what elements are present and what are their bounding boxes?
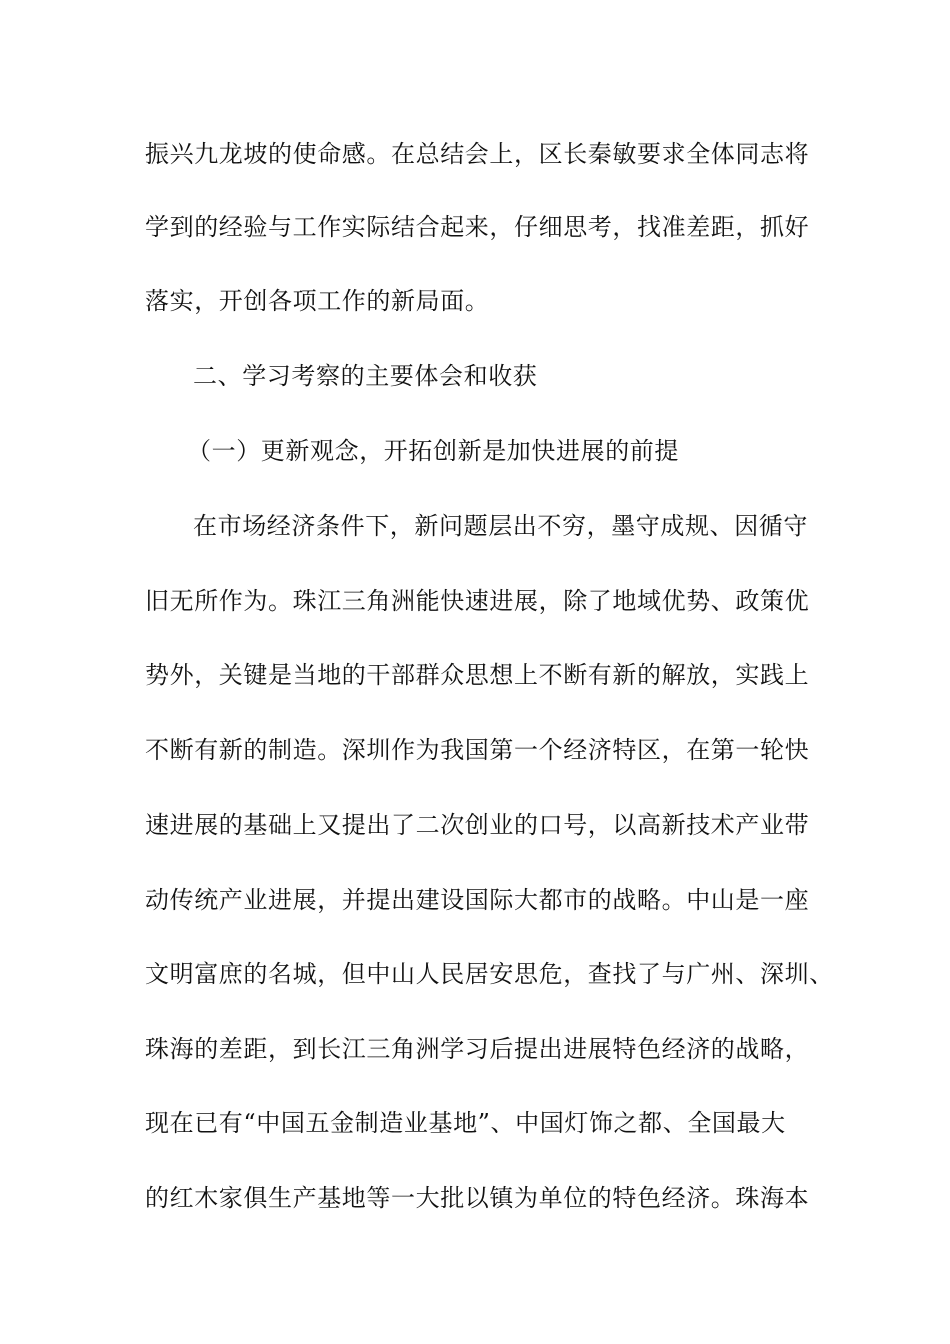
body-text-line: 的红木家俱生产基地等一大批以镇为单位的特色经济。珠海本 [145, 1184, 810, 1212]
body-text-line: 速进展的基础上又提出了二次创业的口号，以高新技术产业带 [145, 811, 810, 839]
paragraph-first-line: 在市场经济条件下，新问题层出不穷，墨守成规、因循守 [193, 512, 808, 540]
body-text-line: 动传统产业进展，并提出建设国际大都市的战略。中山是一座 [145, 886, 810, 914]
body-text-line: 势外，关键是当地的干部群众思想上不断有新的解放，实践上 [145, 661, 810, 689]
subsection-heading: （一）更新观念，开拓创新是加快进展的前提 [187, 437, 679, 465]
body-text-line: 落实，开创各项工作的新局面。 [145, 287, 490, 315]
section-heading: 二、学习考察的主要体会和收获 [193, 362, 538, 390]
body-text-line: 学到的经验与工作实际结合起来，仔细思考，找准差距，抓好 [145, 213, 810, 241]
body-text-line: 现在已有“中国五金制造业基地”、中国灯饰之都、全国最大 [145, 1109, 786, 1137]
body-text-line: 振兴九龙坡的使命感。在总结会上，区长秦敏要求全体同志将 [145, 140, 810, 168]
body-text-line: 珠海的差距，到长江三角洲学习后提出进展特色经济的战略， [145, 1035, 810, 1063]
body-text-line: 不断有新的制造。深圳作为我国第一个经济特区，在第一轮快 [145, 736, 810, 764]
body-text-line: 文明富庶的名城，但中山人民居安思危，查找了与广州、深圳、 [145, 960, 834, 988]
body-text-line: 旧无所作为。珠江三角洲能快速进展，除了地域优势、政策优 [145, 587, 810, 615]
